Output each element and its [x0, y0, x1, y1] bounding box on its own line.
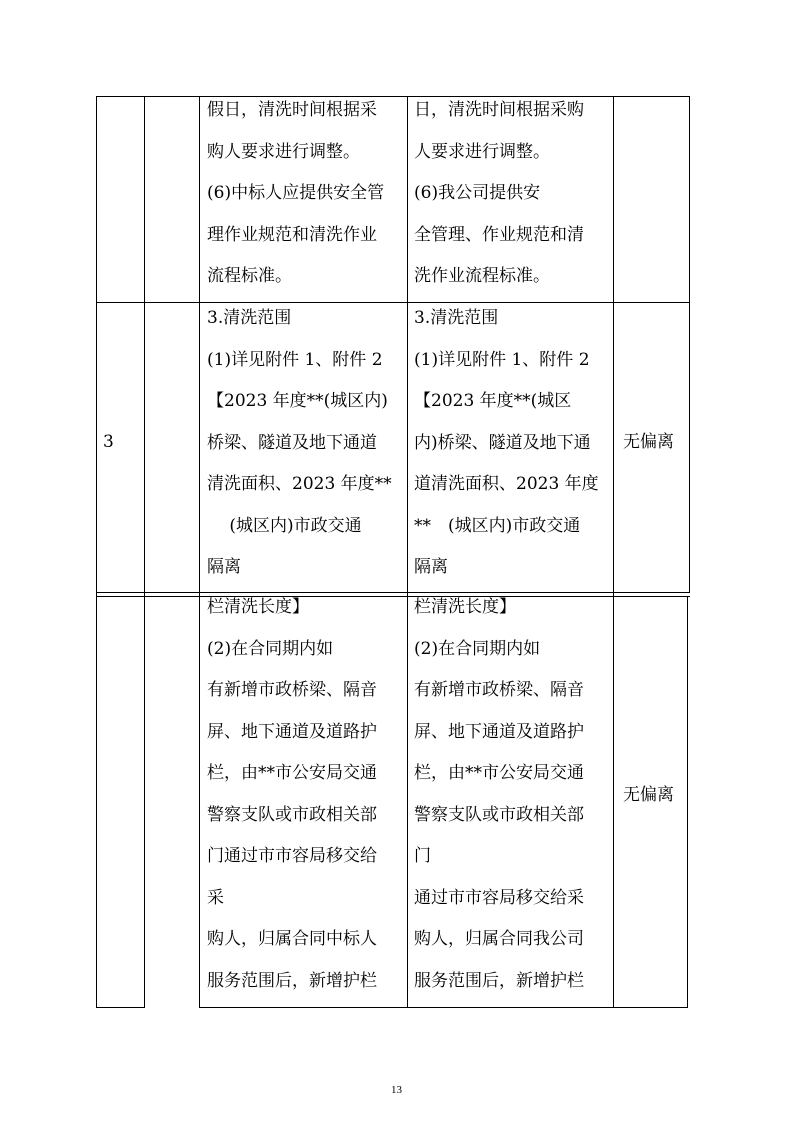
text-line: 警察支队或市政相关部 [414, 804, 584, 825]
text-line: (6)中标人应提供安全管 [207, 183, 385, 203]
text-line: 门 [414, 846, 431, 866]
text-line: 通过市市容局移交给采 [414, 887, 584, 908]
text-line: 隔离 [414, 557, 448, 577]
text-line: 洗作业流程标准。 [414, 266, 550, 286]
col-border [199, 96, 200, 1008]
text-line: (6)我公司提供安 [414, 183, 541, 203]
text-line: 购人，归属合同我公司 [414, 929, 584, 949]
page-number: 13 [391, 1084, 402, 1096]
col-border [689, 96, 690, 593]
text-line: 人要求进行调整。 [414, 141, 550, 162]
text-line: 内)桥梁、隧道及地下通 [414, 432, 591, 453]
text-line: 栏清洗长度】 [414, 597, 516, 617]
requirement-cell [207, 587, 405, 1002]
text-line: 屏、地下通道及道路护 [414, 721, 584, 742]
text-line: (1)详见附件 1、附件 2 [207, 349, 383, 370]
response-cell [414, 90, 612, 298]
text-line: 服务范围后，新增护栏 [414, 970, 584, 991]
text-line: 全管理、作业规范和清 [414, 224, 584, 245]
text-line: 门通过市市容局移交给 [207, 846, 377, 866]
text-line: (1)详见附件 1、附件 2 [414, 349, 590, 370]
text-line: (城区内)市政交通 [207, 515, 362, 536]
text-line: 清洗面积、2023 年度** [207, 474, 392, 494]
text-line: 栏，由**市公安局交通 [414, 763, 584, 783]
text-line: 栏，由**市公安局交通 [207, 763, 377, 783]
requirement-cell [207, 90, 405, 298]
text-line: 屏、地下通道及道路护 [207, 721, 377, 742]
text-line: 服务范围后，新增护栏 [207, 970, 377, 991]
text-line: ** (城区内)市政交通 [414, 515, 581, 536]
text-line: 道清洗面积、2023 年度 [414, 474, 599, 494]
col-border [687, 596, 688, 1008]
text-line: 日，清洗时间根据采购 [414, 100, 584, 120]
text-line: (2)在合同期内如 [207, 638, 334, 659]
text-line: 理作业规范和清洗作业 [207, 224, 377, 245]
col-border [407, 96, 408, 1008]
text-line: 【2023 年度**(城区内) [207, 391, 388, 411]
text-line: 桥梁、隧道及地下通道 [207, 432, 377, 453]
text-line: (2)在合同期内如 [414, 638, 541, 659]
deviation-value: 无偏离 [623, 432, 674, 452]
col-border [613, 96, 614, 1008]
text-line: 3.清洗范围 [207, 308, 292, 328]
text-line: 采 [207, 887, 224, 908]
col-border [96, 96, 97, 1008]
text-line: 【2023 年度**(城区 [414, 391, 572, 411]
table-bottom-border [199, 1007, 688, 1008]
col-border [144, 96, 145, 1008]
table-bottom-border [96, 1007, 144, 1008]
text-line: 假日，清洗时间根据采 [207, 100, 377, 120]
text-line: 3.清洗范围 [414, 308, 499, 328]
text-line: 警察支队或市政相关部 [207, 804, 377, 825]
deviation-value: 无偏离 [623, 785, 674, 805]
text-line: 有新增市政桥梁、隔音 [207, 680, 377, 700]
text-line: 隔离 [207, 557, 241, 577]
row-number: 3 [103, 432, 114, 452]
response-cell [414, 587, 612, 1002]
requirement-cell [207, 298, 405, 589]
text-line: 购人要求进行调整。 [207, 141, 360, 162]
text-line: 栏清洗长度】 [207, 597, 309, 617]
response-cell [414, 298, 612, 589]
text-line: 有新增市政桥梁、隔音 [414, 680, 584, 700]
text-line: 流程标准。 [207, 266, 292, 286]
text-line: 购人，归属合同中标人 [207, 929, 377, 949]
